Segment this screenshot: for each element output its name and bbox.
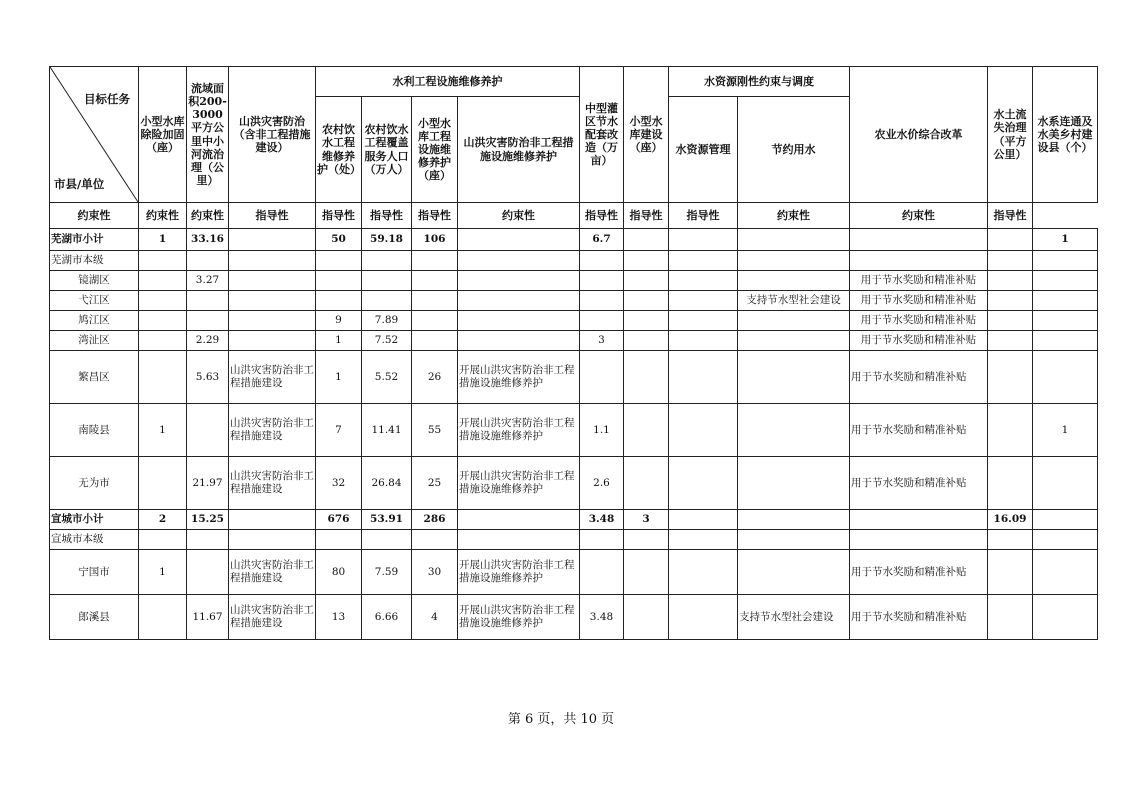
header-agri-price-reform: 农业水价综合改革 xyxy=(850,67,988,203)
data-cell xyxy=(1033,457,1098,510)
data-cell: 32 xyxy=(316,457,362,510)
data-cell: 用于节水奖励和精准补贴 xyxy=(850,550,988,595)
data-cell: 用于节水奖励和精准补贴 xyxy=(850,351,988,404)
county-name: 芜湖市小计 xyxy=(50,229,139,251)
data-cell: 33.16 xyxy=(187,229,229,251)
data-cell xyxy=(988,229,1033,251)
county-name: 宣城市本级 xyxy=(50,530,139,550)
data-cell xyxy=(1033,331,1098,351)
header-water-saving: 节约用水 xyxy=(738,97,850,203)
data-cell: 53.91 xyxy=(362,510,412,530)
data-cell xyxy=(988,311,1033,331)
data-cell: 开展山洪灾害防治非工程措施设施维修养护 xyxy=(458,550,580,595)
header-river-governance: 流域面积200-3000平方公里中小河流治理（公里） xyxy=(187,67,229,203)
data-cell xyxy=(738,331,850,351)
nature-cell: 指导性 xyxy=(624,203,669,229)
data-cell xyxy=(1033,271,1098,291)
data-cell xyxy=(229,291,316,311)
data-cell: 支持节水型社会建设 xyxy=(738,595,850,640)
data-cell xyxy=(229,311,316,331)
data-cell xyxy=(229,530,316,550)
data-cell xyxy=(458,271,580,291)
data-cell: 开展山洪灾害防治非工程措施设施维修养护 xyxy=(458,351,580,404)
data-cell: 山洪灾害防治非工程措施建设 xyxy=(229,550,316,595)
table-row xyxy=(50,331,1098,351)
county-name: 宣城市小计 xyxy=(50,510,139,530)
data-cell xyxy=(624,457,669,510)
corner-label-county: 市县/单位 xyxy=(54,177,105,192)
data-cell: 13 xyxy=(316,595,362,640)
data-cell: 3.27 xyxy=(187,271,229,291)
data-cell: 1 xyxy=(316,351,362,404)
data-cell xyxy=(988,457,1033,510)
data-cell: 5.63 xyxy=(187,351,229,404)
header-rural-water-maint: 农村饮水工程维修养护（处） xyxy=(316,97,362,203)
data-cell: 11.41 xyxy=(362,404,412,457)
data-cell xyxy=(669,291,738,311)
data-cell xyxy=(850,510,988,530)
data-cell xyxy=(669,229,738,251)
data-cell: 山洪灾害防治非工程措施建设 xyxy=(229,404,316,457)
data-cell xyxy=(316,291,362,311)
header-flood-prevention: 山洪灾害防治（含非工程措施建设） xyxy=(229,67,316,203)
data-cell: 1 xyxy=(1033,404,1098,457)
subtotal-row xyxy=(50,229,1098,251)
data-cell xyxy=(362,530,412,550)
data-cell xyxy=(738,404,850,457)
data-cell: 676 xyxy=(316,510,362,530)
nature-cell: 约束性 xyxy=(458,203,580,229)
data-cell xyxy=(738,510,850,530)
data-cell: 2.29 xyxy=(187,331,229,351)
data-cell: 2 xyxy=(139,510,187,530)
data-cell: 开展山洪灾害防治非工程措施设施维修养护 xyxy=(458,595,580,640)
subtotal-row xyxy=(50,510,1098,530)
data-cell xyxy=(412,530,458,550)
data-cell xyxy=(580,530,624,550)
county-name: 郎溪县 xyxy=(50,595,139,640)
nature-cell: 约束性 xyxy=(850,203,988,229)
data-cell xyxy=(738,550,850,595)
data-cell xyxy=(624,530,669,550)
nature-cell: 约束性 xyxy=(139,203,187,229)
table-row xyxy=(50,595,1098,640)
county-name: 繁昌区 xyxy=(50,351,139,404)
data-cell xyxy=(1033,510,1098,530)
data-cell: 1 xyxy=(139,550,187,595)
data-cell xyxy=(458,229,580,251)
data-cell xyxy=(738,251,850,271)
data-cell: 3 xyxy=(624,510,669,530)
data-cell xyxy=(580,311,624,331)
data-cell xyxy=(988,291,1033,311)
data-cell xyxy=(669,530,738,550)
data-cell xyxy=(738,457,850,510)
table-row xyxy=(50,291,1098,311)
data-cell xyxy=(738,530,850,550)
data-cell xyxy=(187,404,229,457)
data-cell xyxy=(187,550,229,595)
data-cell xyxy=(316,271,362,291)
table-row xyxy=(50,404,1098,457)
data-cell xyxy=(316,530,362,550)
data-cell xyxy=(669,550,738,595)
data-cell xyxy=(669,271,738,291)
table-row xyxy=(50,311,1098,331)
data-cell xyxy=(1033,251,1098,271)
page-footer: 第 6 页，共 10 页 xyxy=(507,712,615,727)
data-cell: 50 xyxy=(316,229,362,251)
data-cell: 用于节水奖励和精准补贴 xyxy=(850,291,988,311)
nature-cell: 指导性 xyxy=(580,203,624,229)
data-cell: 1 xyxy=(139,404,187,457)
data-cell xyxy=(669,311,738,331)
data-cell: 用于节水奖励和精准补贴 xyxy=(850,311,988,331)
data-cell: 1 xyxy=(1033,229,1098,251)
data-cell: 1.1 xyxy=(580,404,624,457)
data-cell xyxy=(412,311,458,331)
data-cell xyxy=(139,251,187,271)
data-cell: 26 xyxy=(412,351,458,404)
data-cell: 用于节水奖励和精准补贴 xyxy=(850,595,988,640)
header-flood-maint: 山洪灾害防治非工程措施设施维修养护 xyxy=(458,97,580,203)
data-cell xyxy=(187,530,229,550)
data-cell xyxy=(988,550,1033,595)
data-cell: 15.25 xyxy=(187,510,229,530)
data-cell xyxy=(580,351,624,404)
data-cell xyxy=(988,251,1033,271)
data-cell xyxy=(669,251,738,271)
county-name: 南陵县 xyxy=(50,404,139,457)
data-cell: 用于节水奖励和精准补贴 xyxy=(850,404,988,457)
data-cell xyxy=(139,457,187,510)
data-cell: 7.59 xyxy=(362,550,412,595)
data-cell: 6.66 xyxy=(362,595,412,640)
data-cell: 11.67 xyxy=(187,595,229,640)
allocation-table-sheet xyxy=(49,66,1097,640)
data-cell xyxy=(669,331,738,351)
table-body xyxy=(50,229,1098,640)
data-cell xyxy=(362,251,412,271)
data-cell xyxy=(139,271,187,291)
nature-cell: 约束性 xyxy=(50,203,139,229)
data-cell xyxy=(624,291,669,311)
data-cell xyxy=(1033,311,1098,331)
data-cell xyxy=(624,595,669,640)
data-cell xyxy=(624,271,669,291)
data-cell xyxy=(458,311,580,331)
data-cell xyxy=(139,595,187,640)
data-cell xyxy=(1033,351,1098,404)
data-cell: 2.6 xyxy=(580,457,624,510)
data-cell xyxy=(412,251,458,271)
data-cell xyxy=(229,229,316,251)
data-cell xyxy=(412,291,458,311)
task-allocation-table xyxy=(49,66,1098,640)
data-cell: 山洪灾害防治非工程措施建设 xyxy=(229,351,316,404)
data-cell xyxy=(850,530,988,550)
data-cell xyxy=(412,271,458,291)
table-row xyxy=(50,550,1098,595)
data-cell xyxy=(139,351,187,404)
data-cell: 16.09 xyxy=(988,510,1033,530)
table-row xyxy=(50,530,1098,550)
header-water-mgmt: 水资源管理 xyxy=(669,97,738,203)
data-cell: 开展山洪灾害防治非工程措施设施维修养护 xyxy=(458,404,580,457)
county-name: 芜湖市本级 xyxy=(50,251,139,271)
table-header xyxy=(50,67,1098,229)
data-cell: 80 xyxy=(316,550,362,595)
data-cell xyxy=(988,331,1033,351)
header-irrigation: 中型灌区节水配套改造（万亩） xyxy=(580,67,624,203)
data-cell xyxy=(669,510,738,530)
header-water-village: 水系连通及水美乡村建设县（个） xyxy=(1033,67,1098,203)
data-cell: 9 xyxy=(316,311,362,331)
data-cell xyxy=(139,530,187,550)
county-name: 鸠江区 xyxy=(50,311,139,331)
header-reservoir-maint: 小型水库工程设施维修养护（座） xyxy=(412,97,458,203)
data-cell: 25 xyxy=(412,457,458,510)
data-cell xyxy=(229,331,316,351)
nature-cell: 约束性 xyxy=(738,203,850,229)
header-reservoir-build: 小型水库建设（座） xyxy=(624,67,669,203)
data-cell xyxy=(988,595,1033,640)
data-cell: 26.84 xyxy=(362,457,412,510)
data-cell xyxy=(738,351,850,404)
table-row xyxy=(50,457,1098,510)
data-cell xyxy=(624,229,669,251)
data-cell xyxy=(738,311,850,331)
county-name: 弋江区 xyxy=(50,291,139,311)
data-cell xyxy=(139,331,187,351)
data-cell xyxy=(624,351,669,404)
data-cell xyxy=(187,251,229,271)
data-cell xyxy=(412,331,458,351)
corner-label-task: 目标任务 xyxy=(84,92,130,106)
data-cell xyxy=(458,291,580,311)
data-cell: 支持节水型社会建设 xyxy=(738,291,850,311)
nature-cell: 约束性 xyxy=(187,203,229,229)
data-cell xyxy=(580,291,624,311)
data-cell: 3 xyxy=(580,331,624,351)
data-cell xyxy=(669,595,738,640)
data-cell xyxy=(669,457,738,510)
data-cell xyxy=(1033,550,1098,595)
data-cell: 1 xyxy=(139,229,187,251)
county-name: 宁国市 xyxy=(50,550,139,595)
data-cell xyxy=(229,271,316,291)
data-cell: 4 xyxy=(412,595,458,640)
data-cell: 1 xyxy=(316,331,362,351)
table-row xyxy=(50,271,1098,291)
data-cell xyxy=(458,530,580,550)
data-cell: 用于节水奖励和精准补贴 xyxy=(850,457,988,510)
county-name: 无为市 xyxy=(50,457,139,510)
table-row xyxy=(50,251,1098,271)
data-cell: 286 xyxy=(412,510,458,530)
data-cell xyxy=(624,331,669,351)
data-cell: 开展山洪灾害防治非工程措施设施维修养护 xyxy=(458,457,580,510)
nature-cell: 指导性 xyxy=(229,203,316,229)
data-cell: 5.52 xyxy=(362,351,412,404)
data-cell xyxy=(458,331,580,351)
data-cell xyxy=(229,510,316,530)
data-cell: 6.7 xyxy=(580,229,624,251)
data-cell xyxy=(362,291,412,311)
data-cell xyxy=(988,404,1033,457)
data-cell: 山洪灾害防治非工程措施建设 xyxy=(229,595,316,640)
data-cell: 59.18 xyxy=(362,229,412,251)
data-cell xyxy=(1033,291,1098,311)
data-cell xyxy=(458,510,580,530)
data-cell xyxy=(316,251,362,271)
nature-cell: 指导性 xyxy=(988,203,1033,229)
data-cell xyxy=(139,291,187,311)
data-cell xyxy=(624,251,669,271)
data-cell xyxy=(624,311,669,331)
data-cell xyxy=(669,404,738,457)
header-soil-erosion: 水土流失治理（平方公里） xyxy=(988,67,1033,203)
nature-cell: 指导性 xyxy=(316,203,362,229)
data-cell xyxy=(624,550,669,595)
data-cell xyxy=(580,271,624,291)
nature-row xyxy=(50,203,1098,229)
data-cell: 山洪灾害防治非工程措施建设 xyxy=(229,457,316,510)
data-cell: 用于节水奖励和精准补贴 xyxy=(850,271,988,291)
data-cell xyxy=(580,550,624,595)
data-cell xyxy=(669,351,738,404)
data-cell xyxy=(850,229,988,251)
data-cell xyxy=(738,271,850,291)
data-cell: 30 xyxy=(412,550,458,595)
data-cell xyxy=(988,351,1033,404)
data-cell: 55 xyxy=(412,404,458,457)
nature-cell: 指导性 xyxy=(669,203,738,229)
data-cell: 7.89 xyxy=(362,311,412,331)
data-cell xyxy=(1033,530,1098,550)
data-cell: 21.97 xyxy=(187,457,229,510)
data-cell xyxy=(580,251,624,271)
data-cell xyxy=(458,251,580,271)
data-cell: 7 xyxy=(316,404,362,457)
data-cell: 3.48 xyxy=(580,510,624,530)
header-small-reservoir: 小型水库除险加固（座） xyxy=(139,67,187,203)
data-cell xyxy=(362,271,412,291)
nature-cell: 指导性 xyxy=(412,203,458,229)
data-cell: 用于节水奖励和精准补贴 xyxy=(850,331,988,351)
data-cell xyxy=(187,291,229,311)
data-cell: 106 xyxy=(412,229,458,251)
data-cell: 3.48 xyxy=(580,595,624,640)
data-cell xyxy=(187,311,229,331)
data-cell xyxy=(1033,595,1098,640)
table-row xyxy=(50,351,1098,404)
header-group-maintenance: 水利工程设施维修养护 xyxy=(316,67,580,97)
diagonal-header-cell xyxy=(50,67,139,203)
county-name: 湾沚区 xyxy=(50,331,139,351)
data-cell xyxy=(624,404,669,457)
data-cell xyxy=(139,311,187,331)
header-rural-water-pop: 农村饮水工程覆盖服务人口（万人） xyxy=(362,97,412,203)
data-cell xyxy=(738,229,850,251)
data-cell: 7.52 xyxy=(362,331,412,351)
data-cell xyxy=(988,530,1033,550)
header-group-water-resource: 水资源刚性约束与调度 xyxy=(669,67,850,97)
nature-cell: 指导性 xyxy=(362,203,412,229)
data-cell xyxy=(850,251,988,271)
county-name: 镜湖区 xyxy=(50,271,139,291)
data-cell xyxy=(988,271,1033,291)
data-cell xyxy=(229,251,316,271)
